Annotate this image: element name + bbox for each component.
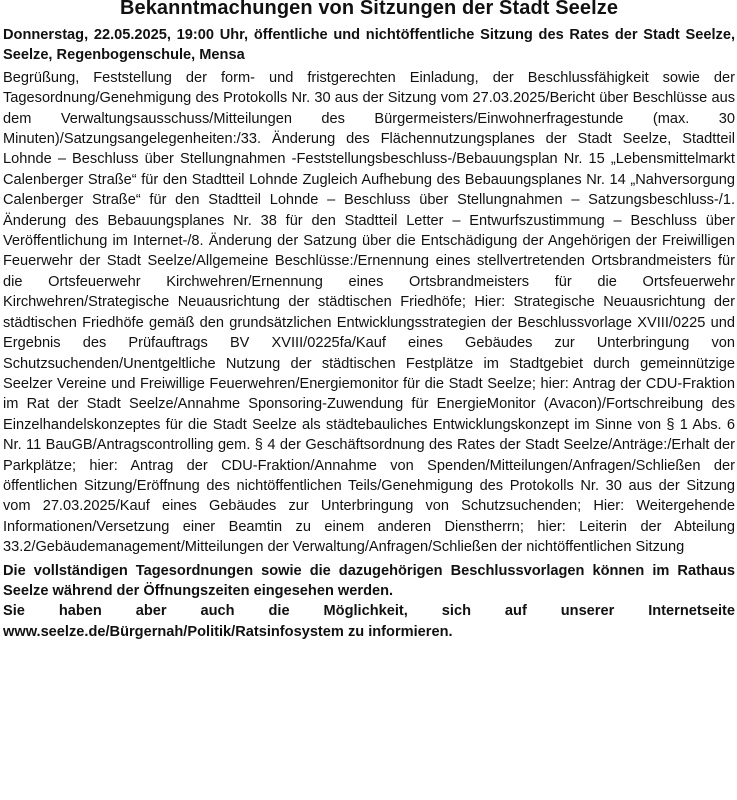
meeting-agenda: Begrüßung, Feststellung der form- und fristgerechten Einladung, der Beschlussfähigkeit sowie der Tagesordnung/Genehmigung des Protokolls Nr. 30 aus der Sitzung vom 27.03.2025/Bericht über Beschlüsse aus dem Verwaltungsausschuss/Mitteilungen des Bürgermeisters/Einwohnerfragestunde (max. 30 Minuten)/Satzungsangelegenheiten:/33. Änderung des Flächennutzungsplanes der Stadt Seelze, Stadtteil Lohnde – Beschluss über Stellungnahmen -Feststellungsbeschluss-/Bebauungsplan Nr. 15 „Lebensmittelmarkt Calenberger Straße“ für den Stadtteil Lohnde Zugleich Aufhebung des Bebauungsplanes Nr. 14 „Nahversorgung Calenberger Straße“ für den Stadtteil Lohnde – Beschluss über Stellungnahmen – Satzungsbeschluss-/1. Änderung des Bebauungsplanes Nr. 38 für den Stadtteil Letter – Entwurfszustimmung – Beschluss über Veröffentlichung im Internet-/8. Änderung der Satzung über die Entschädigung der Angehörigen der Freiwilligen Feuerwehr der Stadt Seelze/Allgemeine Beschlüsse:/Ernennung eines stellvertretenden Ortsbrandmeisters für die Ortsfeuerwehr Kirchwehren/Ernennung eines Ortsbrandmeisters für die Ortsfeuerwehr Kirchwehren/Strategische Neuausrichtung der städtischen Friedhöfe; Hier: Strategische Neuausrichtung der städtischen Friedhöfe gemäß den grundsätzlichen Entwicklungsstrategien der Beschlussvorlage XVIII/0225 und Ergebnis des Prüfauftrags BV XVIII/0225fa/Kauf eines Gebäudes zur Unterbringung von Schutzsuchenden/Unentgeltliche Nutzung der städtischen Festplätze im Stadtgebiet durch gemeinnützige Seelzer Vereine und Freiwillige Feuerwehren/Energiemonitor für die Stadt Seelze; hier: Antrag der CDU-Fraktion im Rat der Stadt Seelze/Annahme Sponsoring-Zuwendung für EnergieMonitor (Avacon)/Fortschreibung des Einzelhandelskonzeptes für die Stadt Seelze als städtebauliches Entwicklungskonzept im Sinne von § 1 Abs. 6 Nr. 11 BauGB/Antragscontrolling gem. § 4 der Geschäftsordnung des Rates der Stadt Seelze/Anträge:/Erhalt der Parkplätze; hier: Antrag der CDU-Fraktion/Annahme von Spenden/Mitteilungen/Anfragen/Schließen der öffentlichen Sitzung/Eröffnung des nichtöffentlichen Teils/Genehmigung des Protokolls Nr. 30 aus der Sitzung vom 27.03.2025/Kauf eines Gebäudes zur Unterbringung von Schutzsuchenden; Hier: Weitergehende Informationen/Versetzung einer Beamtin zu einem anderen Dienstherrn; hier: Leiterin der Abteilung 33.2/Gebäudemanagement/Mitteilungen der Verwaltung/Anfragen/Schließen der nichtöffentlichen Sitzung xyxy=(3,69,735,556)
page-title: Bekanntmachungen von Sitzungen der Stadt Seelze xyxy=(119,0,619,19)
footer-note-availability: Die vollständigen Tagesordnungen sowie die dazugehörigen Beschlussvorlagen können im Rathaus Seelze während der Öffnungszeiten eingesehen werden. xyxy=(3,562,735,599)
footer-note-website: Sie haben aber auch die Möglichkeit, sich auf unserer Internetseite www.seelze.de/Bürgernah/Politik/Ratsinfosystem zu informieren. xyxy=(3,603,735,640)
meeting-heading: Donnerstag, 22.05.2025, 19:00 Uhr, öffentliche und nichtöffentliche Sitzung des Rates der Stadt Seelze, Seelze, Regenbogenschule, Mensa xyxy=(3,27,735,64)
